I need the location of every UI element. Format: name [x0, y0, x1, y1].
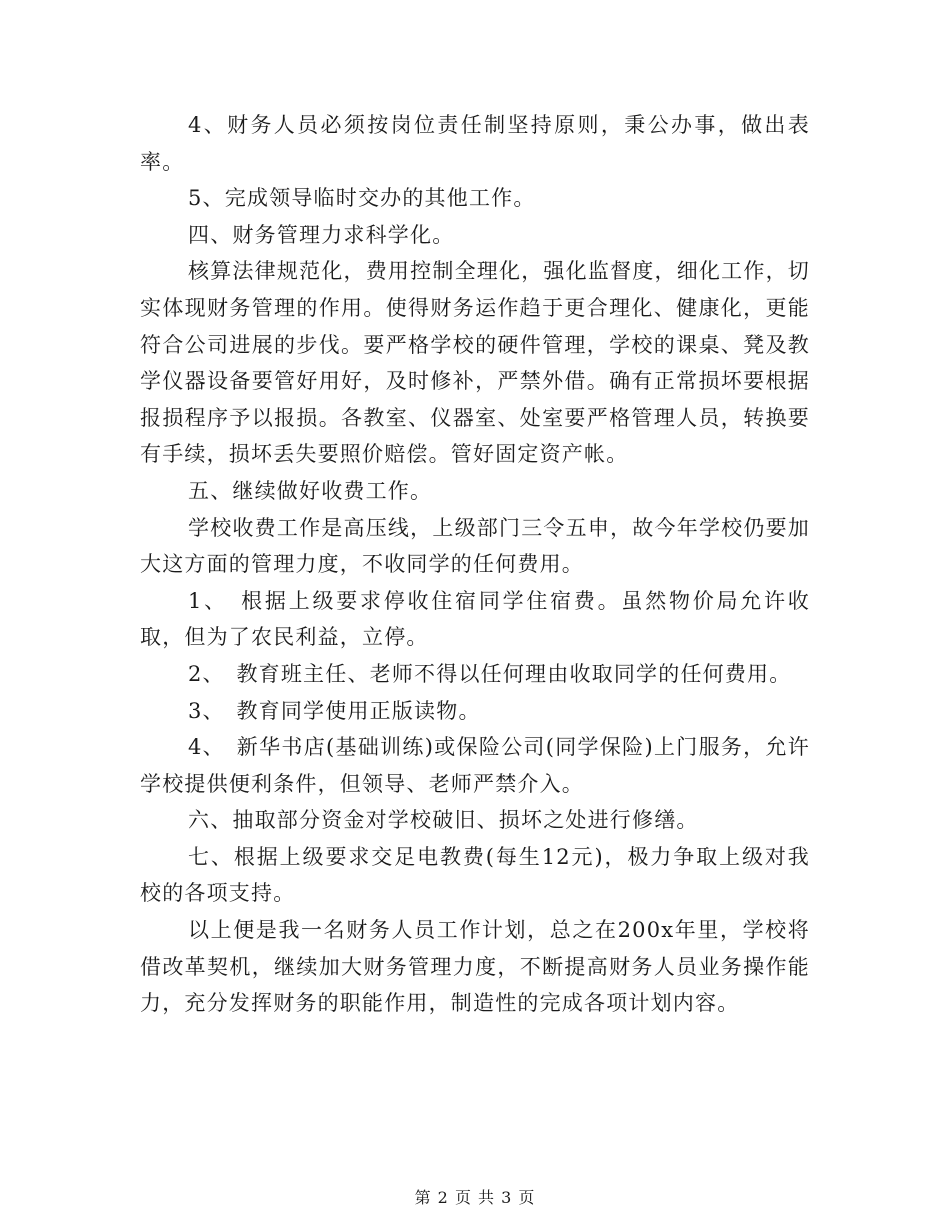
paragraph: 学校收费工作是高压线，上级部门三令五申，故今年学校仍要加大这方面的管理力度，不收同学的任何费用。 — [140, 515, 810, 577]
section-heading: 四、财务管理力求科学化。 — [188, 222, 455, 247]
document-body — [140, 107, 810, 1022]
list-item: 3、 教育同学使用正版读物。 — [188, 698, 481, 723]
paragraph: 核算法律规范化，费用控制全理化，强化监督度，细化工作，切实体现财务管理的作用。使得财务运作趋于更合理化、健康化，更能符合公司进展的步伐。要严格学校的硬件管理，学校的课桌、凳及教学仪器设备要管好用好，及时修补，严禁外借。确有正常损坏要根据报损程序予以报损。各教室、仪器室、处室要严格管理人员，转换要有手续，损坏丢失要照价赔偿。管好固定资产帐。 — [140, 259, 810, 467]
section-heading: 七、根据上级要求交足电教费(每生12元)，极力争取上级对我校的各项支持。 — [140, 844, 810, 906]
page-number-footer: 第 2 页 共 3 页 — [414, 1188, 536, 1207]
list-item: 4、 新华书店(基础训练)或保险公司(同学保险)上门服务，允许学校提供便利条件，但领导、老师严禁介入。 — [140, 735, 810, 796]
paragraph: 4、财务人员必须按岗位责任制坚持原则，秉公办事，做出表率。 — [140, 113, 810, 174]
section-heading: 五、继续做好收费工作。 — [188, 478, 433, 503]
paragraph: 5、完成领导临时交办的其他工作。 — [188, 186, 536, 211]
list-item: 2、 教育班主任、老师不得以任何理由收取同学的任何费用。 — [188, 661, 792, 686]
paragraph: 以上便是我一名财务人员工作计划，总之在200x年里，学校将借改革契机，继续加大财务管理力度，不断提高财务人员业务操作能力，充分发挥财务的职能作用，制造性的完成各项计划内容。 — [140, 918, 810, 1016]
list-item: 1、 根据上级要求停收住宿同学住宿费。虽然物价局允许收取，但为了农民利益，立停。 — [140, 588, 810, 650]
section-heading: 六、抽取部分资金对学校破旧、损坏之处进行修缮。 — [188, 808, 699, 833]
